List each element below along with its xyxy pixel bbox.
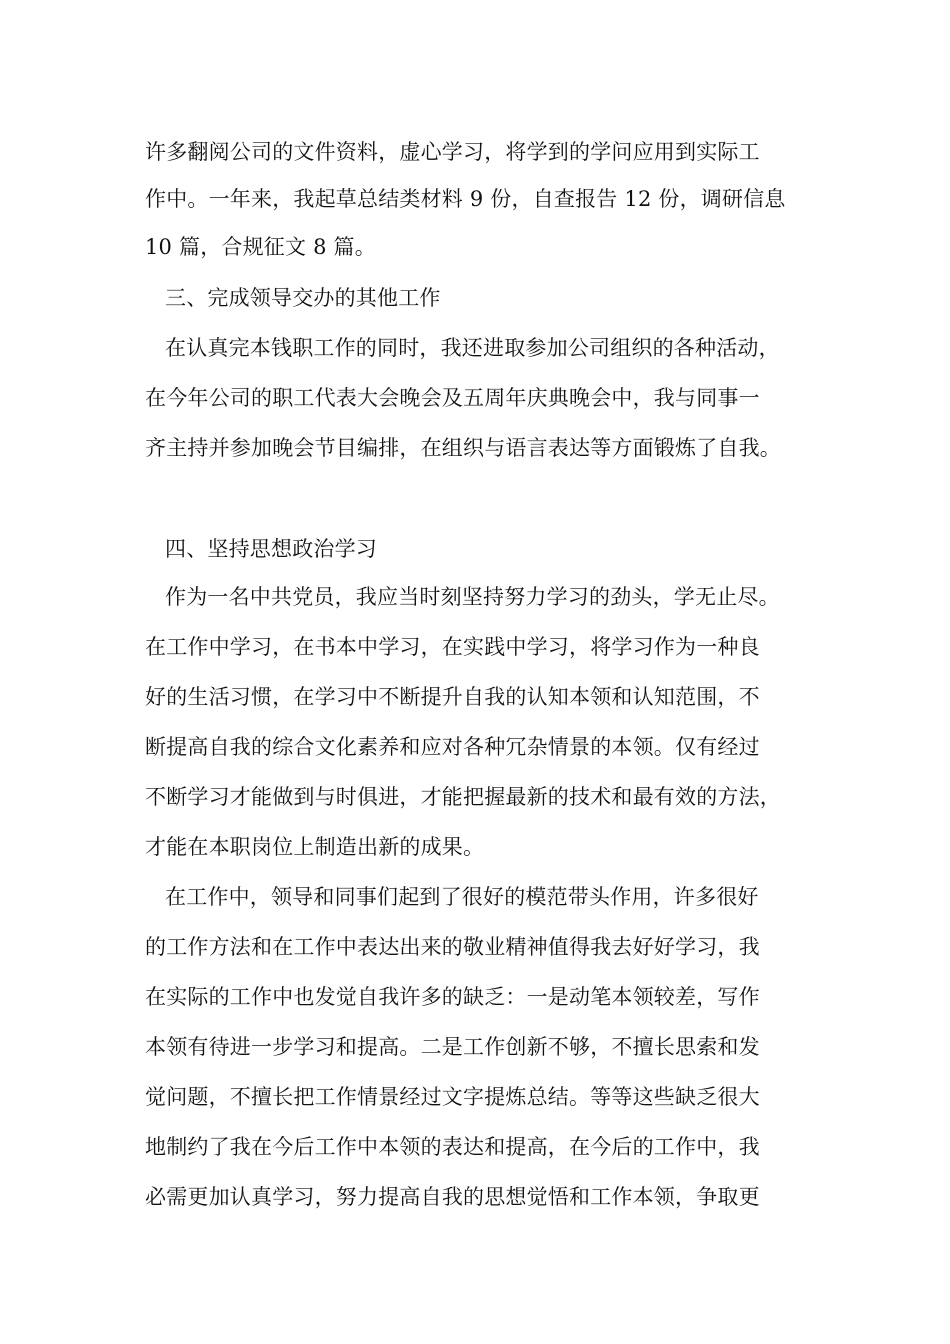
body-text-line: 在今年公司的职工代表大会晚会及五周年庆典晚会中，我与同事一	[145, 386, 760, 410]
section-heading: 三、完成领导交办的其他工作	[165, 286, 441, 310]
body-text-line: 在实际的工作中也发觉自我许多的缺乏：一是动笔本领较差，写作	[145, 985, 760, 1009]
body-text-line: 作中。一年来，我起草总结类材料 9 份，自查报告 12 份，调研信息	[145, 187, 786, 211]
body-text-line: 在工作中学习，在书本中学习，在实践中学习，将学习作为一种良	[145, 635, 760, 659]
body-text-line: 必需更加认真学习，努力提高自我的思想觉悟和工作本领，争取更	[145, 1185, 760, 1209]
body-text-line: 地制约了我在今后工作中本领的表达和提高，在今后的工作中，我	[145, 1135, 760, 1159]
body-text-line: 本领有待进一步学习和提高。二是工作创新不够，不擅长思索和发	[145, 1035, 760, 1059]
body-text-line: 好的生活习惯，在学习中不断提升自我的认知本领和认知范围，不	[145, 685, 760, 709]
body-text-line: 才能在本职岗位上制造出新的成果。	[145, 835, 485, 859]
paragraph-first-line: 作为一名中共党员，我应当时刻坚持努力学习的劲头，学无止尽。	[165, 585, 780, 609]
body-text-line: 齐主持并参加晚会节目编排，在组织与语言表达等方面锻炼了自我。	[145, 436, 781, 460]
body-text-line: 断提高自我的综合文化素养和应对各种冗杂情景的本领。仅有经过	[145, 735, 760, 759]
body-text-line: 许多翻阅公司的文件资料，虚心学习，将学到的学问应用到实际工	[145, 140, 760, 164]
body-text-line: 不断学习才能做到与时俱进，才能把握最新的技术和最有效的方法，	[145, 785, 781, 809]
body-text-line: 10 篇，合规征文 8 篇。	[145, 235, 376, 259]
body-text-line: 觉问题，不擅长把工作情景经过文字提炼总结。等等这些缺乏很大	[145, 1085, 760, 1109]
body-text-line: 的工作方法和在工作中表达出来的敬业精神值得我去好好学习，我	[145, 935, 760, 959]
paragraph-first-line: 在认真完本钱职工作的同时，我还进取参加公司组织的各种活动，	[165, 336, 780, 360]
section-heading: 四、坚持思想政治学习	[165, 537, 377, 561]
paragraph-first-line: 在工作中，领导和同事们起到了很好的模范带头作用，许多很好	[165, 885, 759, 909]
